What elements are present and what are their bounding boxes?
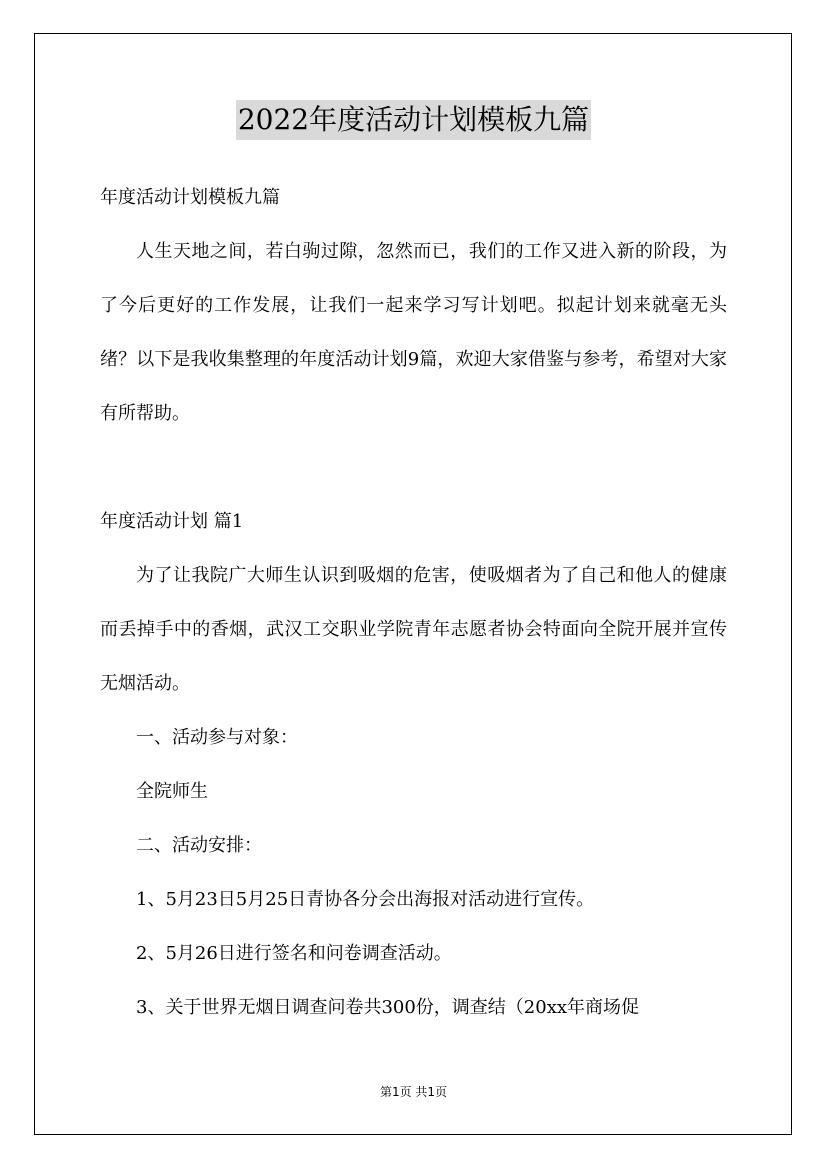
- section-paragraph: 为了让我院广大师生认识到吸烟的危害，使吸烟者为了自己和他人的健康而丢掉手中的香烟，武汉工交职业学院青年志愿者协会特面向全院开展并宣传无烟活动。: [100, 565, 727, 694]
- item-1-body: 全院师生: [136, 781, 208, 802]
- title-container: [0, 100, 827, 140]
- page-footer: 第1页 共1页: [379, 1085, 448, 1099]
- list-item: 1、5月23日5月25日青协各分会出海报对活动进行宣传。: [136, 889, 595, 910]
- section-heading: 年度活动计划 篇1: [100, 511, 244, 532]
- intro-paragraph: 人生天地之间，若白驹过隙，忽然而已，我们的工作又进入新的阶段，为了今后更好的工作发展，让我们一起来学习写计划吧。拟起计划来就毫无头绪？以下是我收集整理的年度活动计划9篇，欢迎大家借鉴与参考，希望对大家有所帮助。: [100, 241, 727, 424]
- document-subtitle: 年度活动计划模板九篇: [100, 187, 280, 208]
- list-item: 2、5月26日进行签名和问卷调查活动。: [136, 943, 452, 964]
- document-title: 2022年度活动计划模板九篇: [236, 100, 591, 140]
- item-1-heading: 一、活动参与对象：: [136, 727, 298, 748]
- paragraph-gap: [100, 441, 727, 495]
- document-body: [100, 171, 727, 1035]
- list-item: 3、关于世界无烟日调查问卷共300份，调查结（20xx年商场促: [136, 997, 640, 1018]
- item-2-heading: 二、活动安排：: [136, 835, 262, 856]
